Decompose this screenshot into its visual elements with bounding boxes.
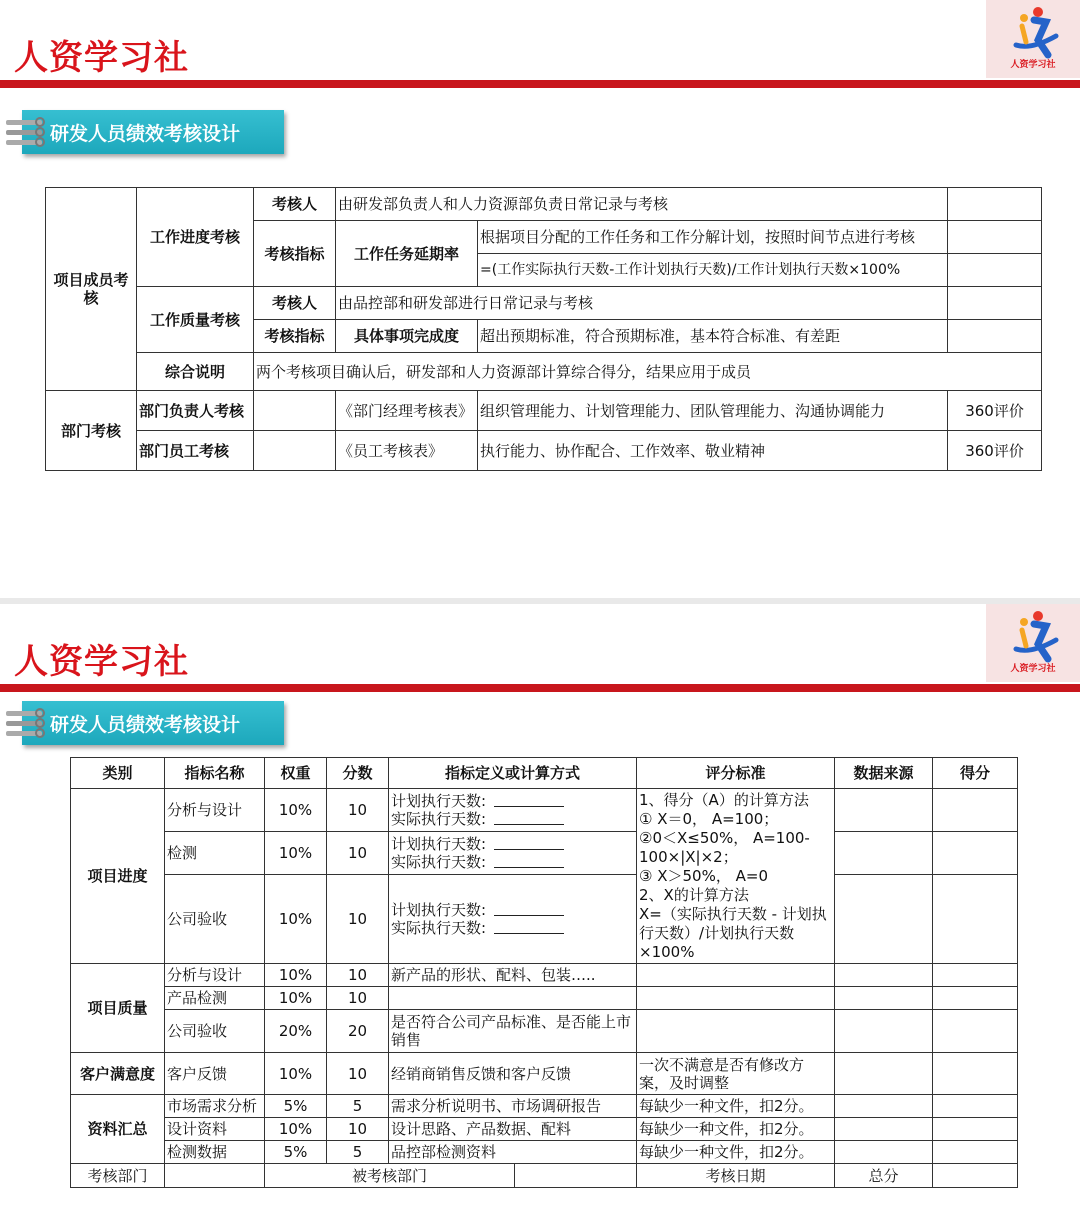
indicator-name: 检测 — [165, 832, 265, 875]
indicator-name: 客户反馈 — [165, 1053, 265, 1095]
plan-days-label: 计划执行天数: — [391, 835, 487, 853]
logo-figures-icon — [986, 0, 1080, 60]
score: 5 — [327, 1095, 389, 1118]
footer-target-value[interactable] — [515, 1164, 637, 1188]
logo-figures-icon — [986, 604, 1080, 664]
empty-cell — [835, 875, 933, 964]
category-progress: 项目进度 — [71, 789, 165, 964]
item-completion-label: 具体事项完成度 — [336, 320, 478, 353]
reviewer-progress: 由研发部负责人和人力资源部负责日常记录与考核 — [336, 188, 948, 221]
indicator-name: 分析与设计 — [165, 789, 265, 832]
empty-cell — [933, 964, 1018, 987]
empty-cell — [835, 1095, 933, 1118]
progress-category: 工作进度考核 — [137, 188, 254, 287]
head-assessment-label: 部门负责人考核 — [137, 391, 254, 431]
banner-title: 研发人员绩效考核设计 — [50, 123, 241, 145]
actual-days-label: 实际执行天数: — [391, 853, 487, 871]
score: 10 — [327, 1118, 389, 1141]
empty-cell — [254, 431, 336, 471]
header-divider — [0, 80, 1080, 88]
header-category: 类别 — [71, 758, 165, 789]
weight: 10% — [265, 1118, 327, 1141]
score: 5 — [327, 1141, 389, 1164]
section-banner — [22, 110, 284, 154]
footer-target-label: 被考核部门 — [265, 1164, 515, 1188]
weight: 10% — [265, 964, 327, 987]
header-divider — [0, 684, 1080, 692]
slide-1 — [0, 0, 1080, 598]
days-definition — [389, 875, 637, 964]
empty-cell — [933, 1118, 1018, 1141]
indicator-name: 产品检测 — [165, 987, 265, 1010]
delay-description: 根据项目分配的工作任务和工作分解计划，按照时间节点进行考核 — [478, 221, 948, 254]
empty-cell — [948, 188, 1042, 221]
standard: 每缺少一种文件，扣2分。 — [637, 1095, 835, 1118]
days-definition — [389, 832, 637, 875]
assessment-overview-table — [45, 187, 1042, 471]
delay-rate-label: 工作任务延期率 — [336, 221, 478, 287]
summary-text: 两个考核项目确认后，研发部和人力资源部计算综合得分，结果应用于成员 — [254, 353, 1042, 391]
staff-method: 360评价 — [948, 431, 1042, 471]
standard-line: 1、得分（A）的计算方法 — [639, 791, 809, 809]
definition: 品控部检测资料 — [389, 1141, 637, 1164]
blank-line — [494, 923, 564, 934]
empty-cell — [637, 1010, 835, 1053]
staff-assessment-label: 部门员工考核 — [137, 431, 254, 471]
definition: 新产品的形状、配料、包装….. — [389, 964, 637, 987]
binder-rings-icon — [0, 110, 48, 154]
staff-form: 《员工考核表》 — [336, 431, 478, 471]
standard-line: ②0＜X≤50%， A=100-100×|X|×2； — [639, 829, 810, 866]
score: 10 — [327, 789, 389, 832]
indicator-name: 公司验收 — [165, 1010, 265, 1053]
empty-cell — [948, 287, 1042, 320]
footer-total-label: 总分 — [835, 1164, 933, 1188]
standard-line: 2、X的计算方法 — [639, 886, 749, 904]
empty-cell — [637, 987, 835, 1010]
empty-cell — [933, 1095, 1018, 1118]
quality-category: 工作质量考核 — [137, 287, 254, 353]
footer-dept-value[interactable] — [165, 1164, 265, 1188]
header-definition: 指标定义或计算方式 — [389, 758, 637, 789]
indicator-name: 市场需求分析 — [165, 1095, 265, 1118]
standard-line: ③ X＞50%， A=0 — [639, 867, 768, 885]
empty-cell — [835, 1053, 933, 1095]
dept-category: 部门考核 — [46, 391, 137, 471]
logo — [986, 0, 1080, 78]
blank-line — [494, 905, 564, 916]
blank-line — [494, 796, 564, 807]
days-definition — [389, 789, 637, 832]
indicator-name: 设计资料 — [165, 1118, 265, 1141]
empty-cell — [933, 987, 1018, 1010]
reviewer-label: 考核人 — [254, 287, 336, 320]
head-method: 360评价 — [948, 391, 1042, 431]
indicator-label: 考核指标 — [254, 320, 336, 353]
weight: 10% — [265, 987, 327, 1010]
empty-cell — [389, 987, 637, 1010]
empty-cell — [948, 254, 1042, 287]
empty-cell — [933, 1053, 1018, 1095]
empty-cell — [933, 789, 1018, 832]
reviewer-label: 考核人 — [254, 188, 336, 221]
staff-items: 执行能力、协作配合、工作效率、敬业精神 — [478, 431, 948, 471]
footer-dept-label: 考核部门 — [71, 1164, 165, 1188]
plan-days-label: 计划执行天数: — [391, 792, 487, 810]
empty-cell — [835, 987, 933, 1010]
indicator-name: 检测数据 — [165, 1141, 265, 1164]
header-indicator: 指标名称 — [165, 758, 265, 789]
definition: 设计思路、产品数据、配料 — [389, 1118, 637, 1141]
section-banner — [22, 701, 284, 745]
header-weight: 权重 — [265, 758, 327, 789]
empty-cell — [835, 832, 933, 875]
empty-cell — [835, 1010, 933, 1053]
item-completion-desc: 超出预期标准，符合预期标准，基本符合标准、有差距 — [478, 320, 948, 353]
header-source: 数据来源 — [835, 758, 933, 789]
delay-formula: =(工作实际执行天数-工作计划执行天数)/工作计划执行天数×100% — [478, 254, 948, 287]
head-items: 组织管理能力、计划管理能力、团队管理能力、沟通协调能力 — [478, 391, 948, 431]
empty-cell — [933, 1010, 1018, 1053]
category-quality: 项目质量 — [71, 964, 165, 1053]
standard: 每缺少一种文件，扣2分。 — [637, 1141, 835, 1164]
definition: 经销商销售反馈和客户反馈 — [389, 1053, 637, 1095]
head-form: 《部门经理考核表》 — [336, 391, 478, 431]
standard: 每缺少一种文件，扣2分。 — [637, 1118, 835, 1141]
indicator-label: 考核指标 — [254, 221, 336, 287]
weight: 20% — [265, 1010, 327, 1053]
plan-days-label: 计划执行天数: — [391, 901, 487, 919]
empty-cell — [637, 964, 835, 987]
indicator-name: 公司验收 — [165, 875, 265, 964]
empty-cell — [254, 391, 336, 431]
empty-cell — [835, 964, 933, 987]
reviewer-quality: 由品控部和研发部进行日常记录与考核 — [336, 287, 948, 320]
binder-rings-icon — [0, 701, 48, 745]
actual-days-label: 实际执行天数: — [391, 919, 487, 937]
score: 10 — [327, 964, 389, 987]
score: 10 — [327, 987, 389, 1010]
standard: 一次不满意是否有修改方案，及时调整 — [637, 1053, 835, 1095]
weight: 5% — [265, 1095, 327, 1118]
score: 10 — [327, 832, 389, 875]
weight: 10% — [265, 875, 327, 964]
score: 10 — [327, 1053, 389, 1095]
brand-title: 人资学习社 — [14, 642, 189, 682]
banner-title: 研发人员绩效考核设计 — [50, 714, 241, 736]
empty-cell — [933, 875, 1018, 964]
category-docs: 资料汇总 — [71, 1095, 165, 1164]
standard-line: ① X＝0， A=100； — [639, 810, 779, 828]
header-result: 得分 — [933, 758, 1018, 789]
empty-cell — [948, 320, 1042, 353]
blank-line — [494, 857, 564, 868]
indicator-name: 分析与设计 — [165, 964, 265, 987]
brand-title: 人资学习社 — [14, 38, 189, 78]
score: 20 — [327, 1010, 389, 1053]
weight: 5% — [265, 1141, 327, 1164]
empty-cell — [933, 832, 1018, 875]
footer-total-value[interactable] — [933, 1164, 1018, 1188]
weight: 10% — [265, 832, 327, 875]
summary-label: 综合说明 — [137, 353, 254, 391]
empty-cell — [835, 1118, 933, 1141]
actual-days-label: 实际执行天数: — [391, 810, 487, 828]
definition: 是否符合公司产品标准、是否能上市销售 — [389, 1010, 637, 1053]
empty-cell — [835, 789, 933, 832]
header-standard: 评分标准 — [637, 758, 835, 789]
logo-caption: 人资学习社 — [1010, 60, 1056, 70]
weight: 10% — [265, 789, 327, 832]
member-category: 项目成员考核 — [46, 188, 137, 391]
header-score: 分数 — [327, 758, 389, 789]
category-customer: 客户满意度 — [71, 1053, 165, 1095]
definition: 需求分析说明书、市场调研报告 — [389, 1095, 637, 1118]
progress-standard — [637, 789, 835, 964]
score: 10 — [327, 875, 389, 964]
logo-caption: 人资学习社 — [1010, 664, 1056, 674]
weight: 10% — [265, 1053, 327, 1095]
blank-line — [494, 814, 564, 825]
blank-line — [494, 839, 564, 850]
scoring-table — [70, 757, 1018, 1188]
footer-date-label: 考核日期 — [637, 1164, 835, 1188]
logo — [986, 604, 1080, 682]
empty-cell — [933, 1141, 1018, 1164]
standard-line: X=（实际执行天数 - 计划执行天数）/计划执行天数×100% — [639, 905, 827, 961]
empty-cell — [948, 221, 1042, 254]
empty-cell — [835, 1141, 933, 1164]
